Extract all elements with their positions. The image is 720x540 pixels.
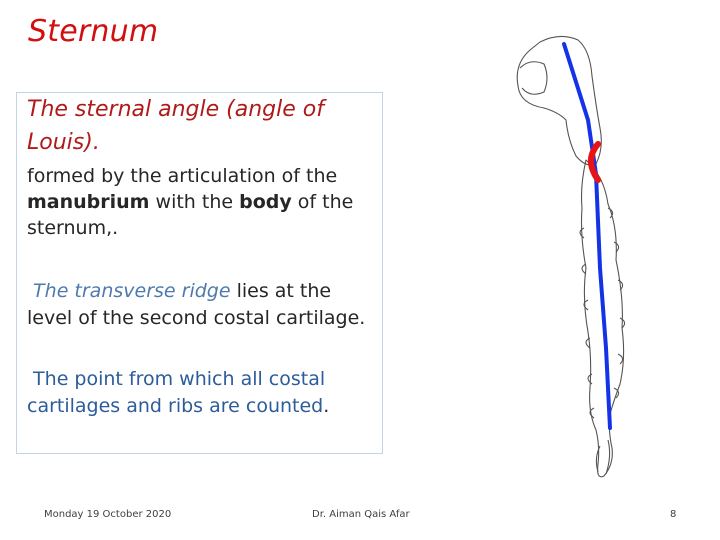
content-text-box bbox=[16, 92, 383, 454]
sternum-lateral-illustration bbox=[500, 28, 660, 488]
body-term: body bbox=[239, 191, 292, 213]
sternum-axis-line bbox=[564, 44, 610, 428]
transverse-ridge-rest: lies at the level of the second costal cartilage. bbox=[27, 280, 366, 329]
counting-point-end: . bbox=[323, 395, 330, 417]
page-number: 8 bbox=[670, 509, 677, 520]
manubrium-term: manubrium bbox=[27, 191, 150, 213]
sternal-angle-heading: The sternal angle (angle of Louis). bbox=[27, 97, 324, 155]
transverse-ridge-highlight: The transverse ridge bbox=[33, 280, 231, 302]
counting-point-highlight: The point from which all costal cartilages and ribs are counted bbox=[27, 368, 326, 417]
transverse-ridge-note bbox=[27, 278, 379, 332]
para1-text-3: of the sternum,. bbox=[27, 191, 354, 239]
articulation-description bbox=[27, 163, 372, 241]
footer-author: Dr. Aiman Qais Afar bbox=[312, 509, 410, 520]
footer-date: Monday 19 October 2020 bbox=[44, 509, 172, 520]
manubrium-outline bbox=[517, 36, 601, 165]
counting-point-note bbox=[27, 366, 372, 420]
para1-text-1: formed by the articulation of the bbox=[27, 165, 338, 187]
para1-text-2: with the bbox=[149, 191, 240, 213]
slide-title: Sternum bbox=[28, 14, 159, 49]
clavicular-notch-outline bbox=[520, 62, 547, 95]
